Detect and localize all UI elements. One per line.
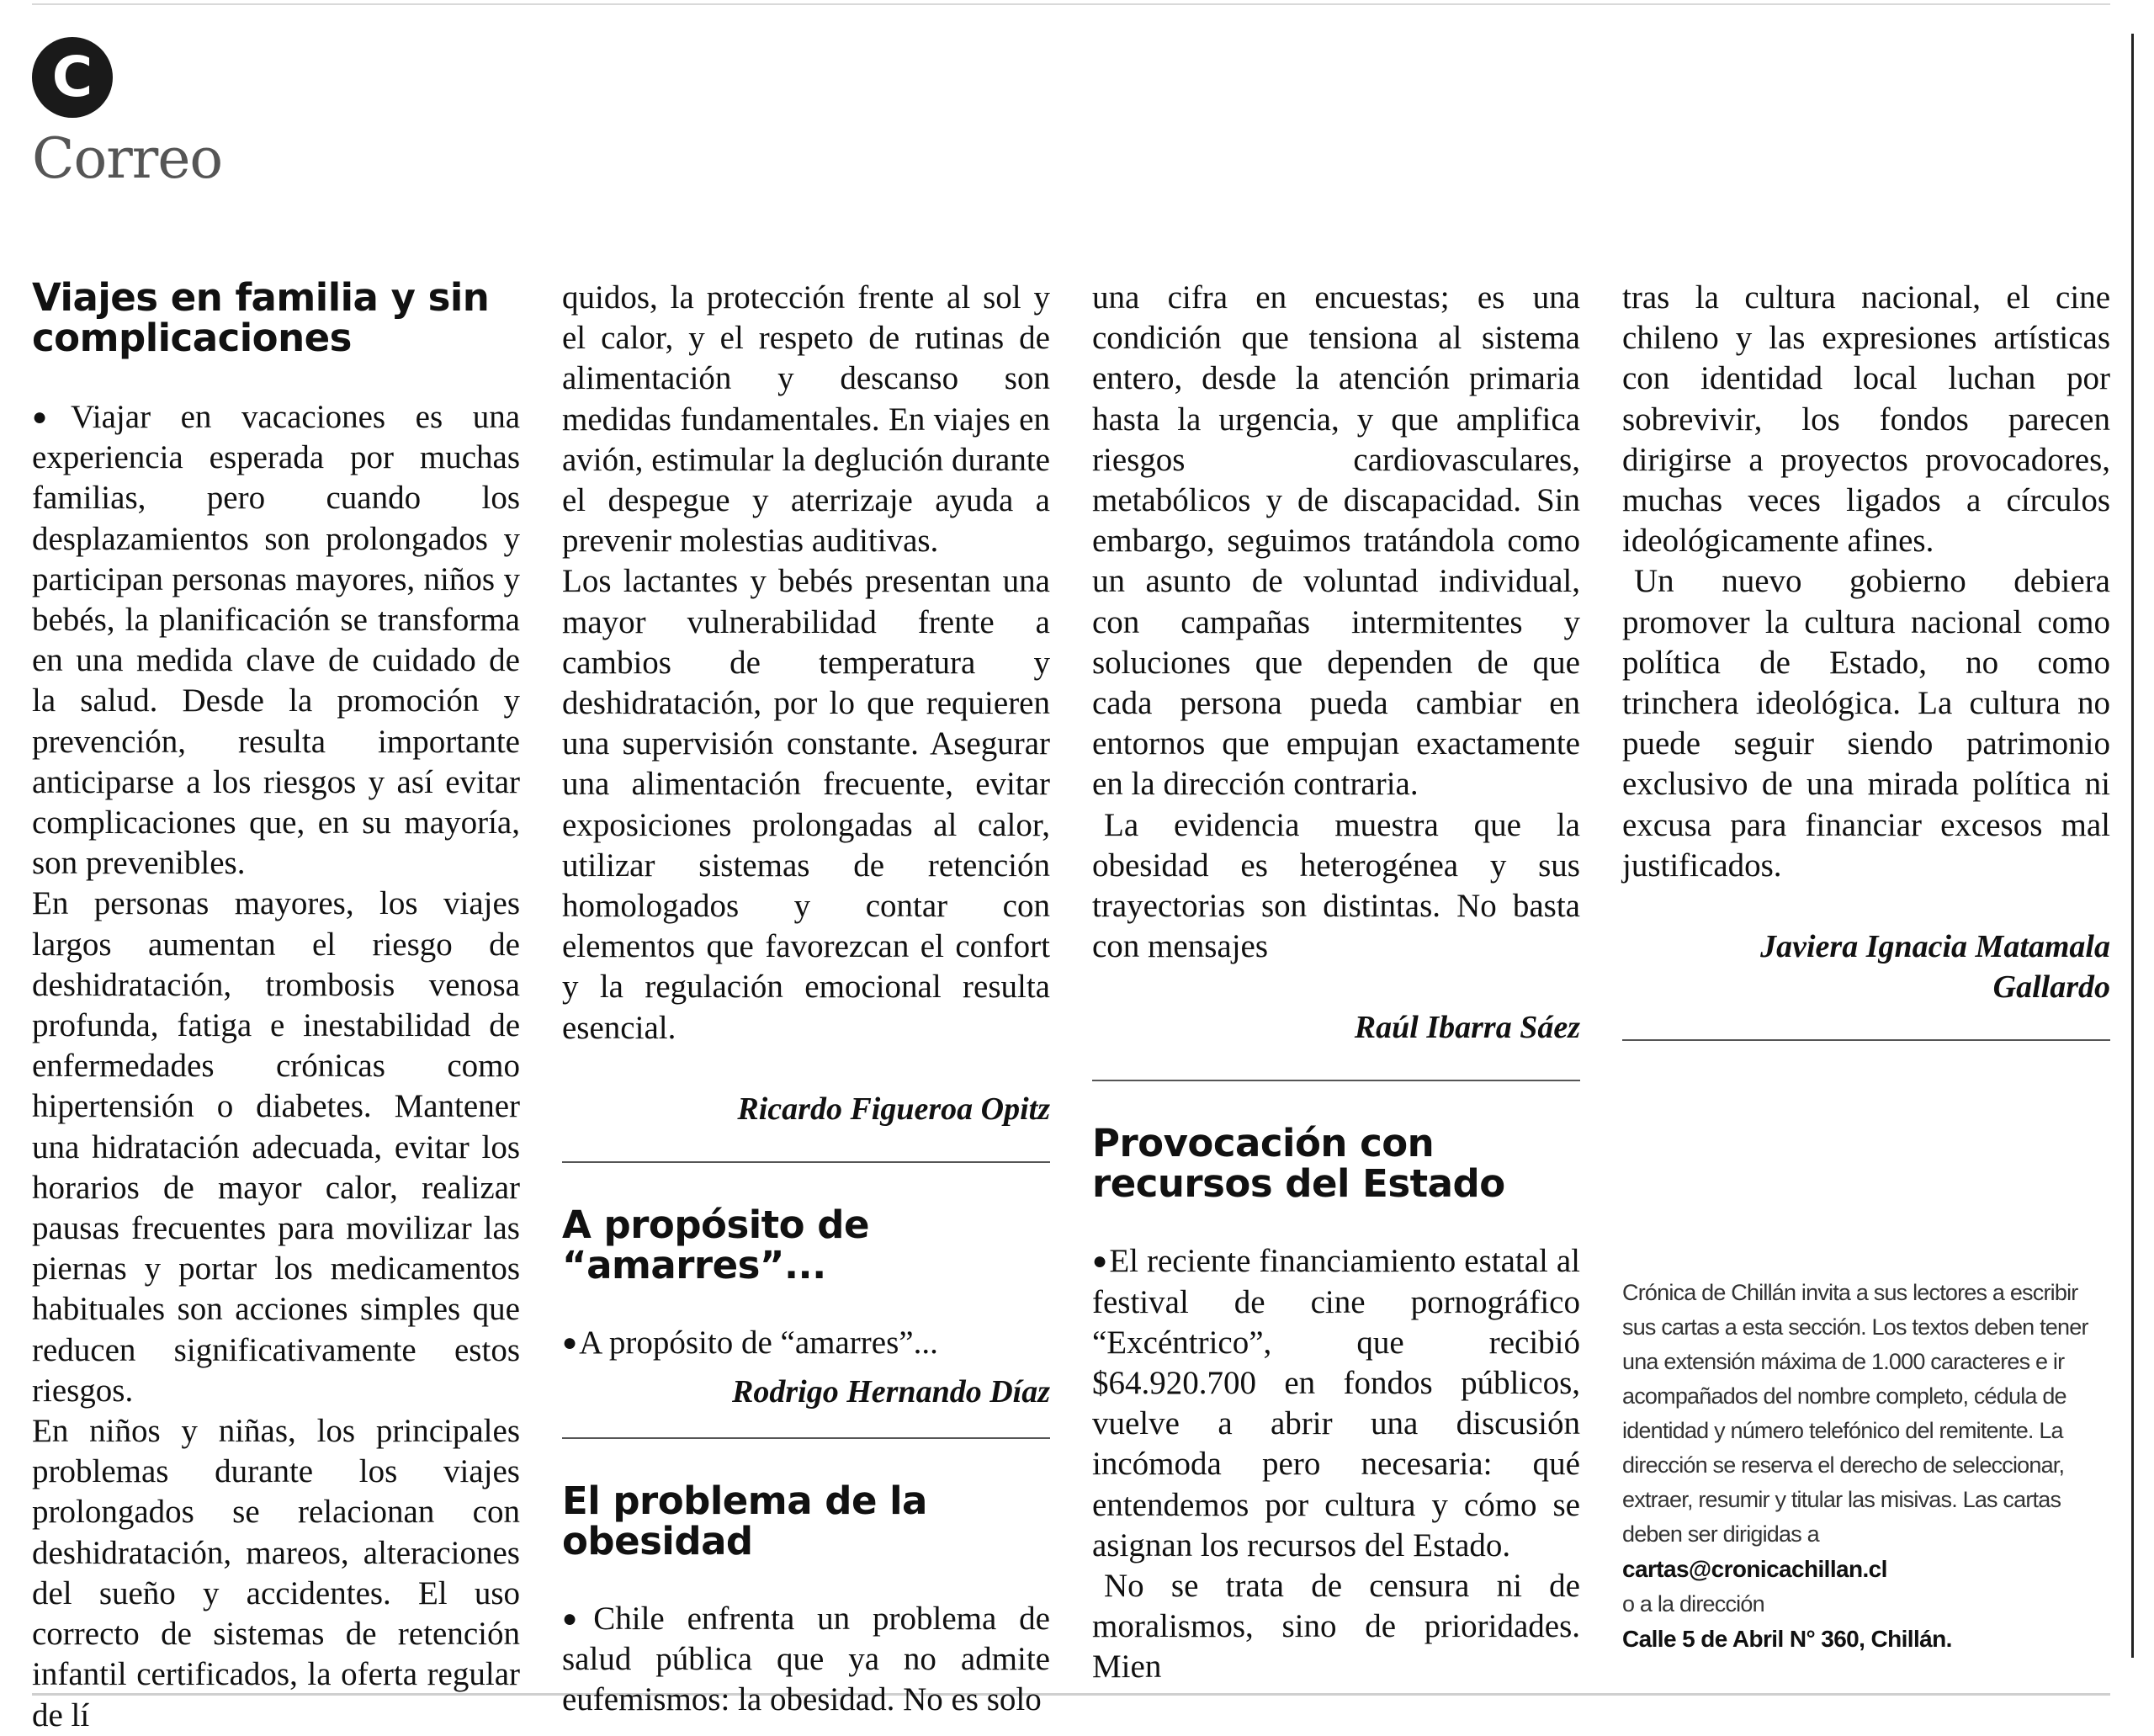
letter-paragraph — [32, 397, 520, 884]
letter-signature: Javiera Ignacia Matamala — [1760, 929, 2110, 965]
letter-paragraph: tras la cultura nacional, el cine chileno y las expresiones artísticas con identidad local luchan por sobrevivir, los fondos parecen dirigirse a proyectos provocadores, muchas veces ligados a círculos ideológicamente afines. — [1622, 279, 2110, 560]
submission-info — [1622, 1276, 2093, 1657]
letter-signature: Rodrigo Hernando Díaz — [732, 1374, 1050, 1410]
bullet-icon: ● — [562, 1605, 592, 1633]
column-2 — [562, 278, 1050, 1721]
letter-paragraph: Los lactantes y bebés presentan una mayor vulnerabilidad frente a cambios de temperatura y deshidratación, por lo que requieren una supervisión constante. Asegurar una alimentación frecuente, evitar exposiciones prolongadas al calor, utilizar sistemas de retención homologados y contar con elementos que favorezcan el confort y la regulación emocional resulta esencial. — [562, 563, 1050, 1046]
letter-paragraph: En personas mayores, los viajes largos aumentan el riesgo de deshidratación, trombosis venosa profunda, fatiga e inestabilidad de enfermedades crónicas como hipertensión o diabetes. Mantener una hidratación adecuada, evitar los horarios de mayor calor, realizar pausas frecuentes para movilizar las piernas y portar los medicamentos habituales son acciones simples que reducen significativamente estos riesgos. — [32, 885, 520, 1409]
bullet-icon: ● — [562, 1328, 578, 1356]
right-border — [2131, 34, 2134, 1658]
section-title: Correo — [32, 126, 223, 191]
letter-paragraph: quidos, la protección frente al sol y el calor, y el respeto de rutinas de alimentación y descanso son medidas fundamentales. En viajes en avión, estimular la deglución durante el despegue y aterrizaje ayuda a prevenir molestias auditivas. — [562, 279, 1050, 560]
section-logo: C — [32, 37, 113, 118]
letter-signature: Ricardo Figueroa Opitz — [737, 1091, 1050, 1127]
letter-title: Viajes en familia y sin complicaciones — [32, 275, 490, 360]
info-text: Crónica de Chillán invita a sus lectores a escribir sus cartas a esta sección. Los textos deben tener una extensión máxima de 1.000 caracteres e ir acompañados del nombre completo, cédula de identidad y número telefónico del remitente. La dirección se reserva el derecho de seleccionar, extraer, resumir y titular las misivas. Las cartas deben ser dirigidas a — [1622, 1280, 2088, 1547]
letter-paragraph: Un nuevo gobierno debiera promover la cultura nacional como política de Estado, no como trinchera ideológica. La cultura no puede seguir siendo patrimonio exclusivo de una mirada política ni excusa para financiar excesos mal justificados. — [1622, 563, 2110, 884]
column-1 — [32, 275, 520, 1736]
column-4 — [1622, 278, 2110, 1041]
letter-paragraph — [562, 1599, 1050, 1721]
letter-signature: Raúl Ibarra Sáez — [1354, 1010, 1580, 1046]
letter-paragraph — [1092, 1241, 1580, 1566]
letter-paragraph: No se trata de censura ni de moralismos, sino de prioridades. Mien — [1092, 1568, 1580, 1686]
info-or-text: o a la dirección — [1622, 1591, 1764, 1617]
top-border — [32, 3, 2110, 5]
column-3 — [1092, 278, 1580, 1688]
info-address — [1622, 1622, 2093, 1657]
bullet-icon: ● — [1092, 1247, 1108, 1276]
letter-paragraph — [562, 1323, 1050, 1363]
letter-paragraph: En niños y niñas, los principales problemas durante los viajes prolongados se relacionan con deshidratación, mareos, alteraciones del sueño y accidentes. El uso correcto de sistemas de retención infantil certificados, la oferta regular de lí — [32, 1413, 520, 1733]
paragraph-text: El reciente financiamiento estatal al festival de cine pornográfico “Excéntrico”, que recibió $64.920.700 en fondos públicos, vuelve a abrir una discusión incómoda pero necesaria: qué entendemos por cultura y cómo se asignan los recursos del Estado. — [1092, 1243, 1580, 1563]
paragraph-text: Viajar en vacaciones es una experiencia esperada por muchas familias, pero cuando los desplazamientos son prolongados y participan personas mayores, niños y bebés, la planificación se transforma en una medida clave de cuidado de la salud. Desde la promoción y prevención, resulta importante anticiparse a los riesgos y así evitar complicaciones que, en su mayoría, son prevenibles. — [32, 399, 520, 882]
letter-signature: Gallardo — [1992, 969, 2110, 1006]
paragraph-text: A propósito de “amarres”... — [579, 1324, 938, 1361]
divider — [1622, 1039, 2110, 1041]
email-link[interactable]: cartas@cronicachillan.cl — [1622, 1556, 1887, 1582]
letter-title: A propósito de “amarres”... — [562, 1202, 869, 1287]
address-text: Calle 5 de Abril N° 360, Chillán. — [1622, 1626, 1952, 1652]
letter-paragraph: La evidencia muestra que la obesidad es heterogénea y sus trayectorias son distintas. No basta con mensajes — [1092, 806, 1580, 965]
letter-title: Provocación con recursos del Estado — [1092, 1121, 1505, 1207]
letter-paragraph: una cifra en encuestas; es una condición que tensiona al sistema entero, desde la atención primaria hasta la urgencia, y que amplifica riesgos cardiovasculares, metabólicos y de discapacidad. Sin embargo, seguimos tratándola como un asunto de voluntad individual, con campañas intermitentes y soluciones que dependen de que cada persona pueda cambiar en entornos que empujan exactamente en la dirección contraria. — [1092, 279, 1580, 803]
letter-title: El problema de la obesidad — [562, 1479, 927, 1564]
info-email[interactable] — [1622, 1552, 2093, 1587]
bullet-icon: ● — [32, 403, 69, 431]
paragraph-text: Chile enfrenta un problema de salud pública que ya no admite eufemismos: la obesidad. No es solo — [562, 1601, 1050, 1718]
